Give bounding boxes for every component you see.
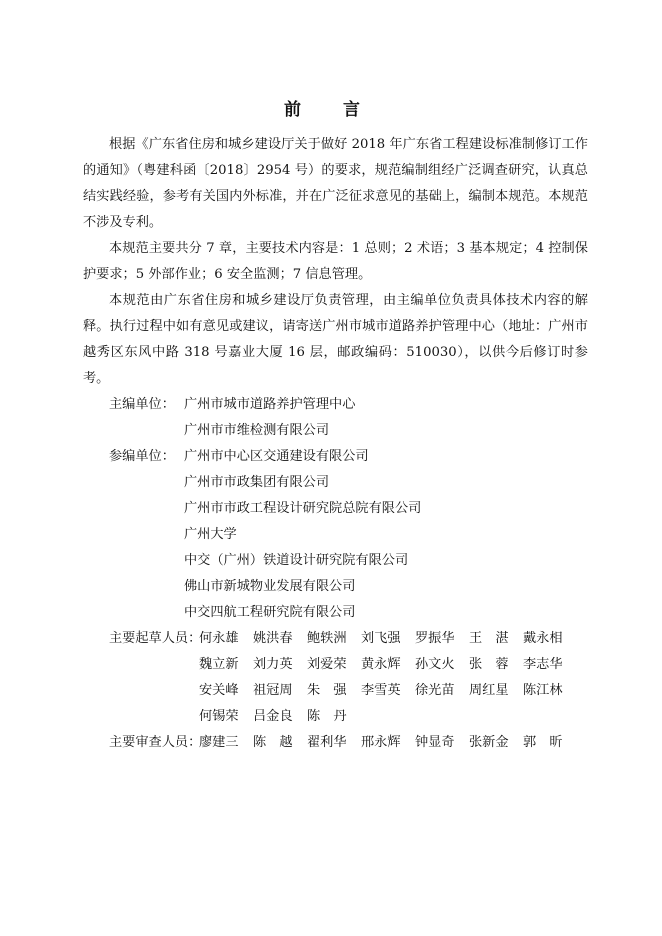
participating-units-label: 参编单位：: [109, 449, 175, 464]
participating-unit: 中交（广州）铁道设计研究院有限公司: [184, 553, 409, 568]
drafter-name: 孙文火: [415, 657, 455, 672]
drafter-name: 姚洪春: [253, 631, 293, 646]
reviewer-name: 翟利华: [307, 735, 347, 750]
drafter-name: 李志华: [523, 657, 563, 672]
chief-unit: 广州市市维检测有限公司: [184, 423, 330, 438]
reviewer-name: 陈 越: [253, 735, 293, 750]
chief-unit: 广州市城市道路养护管理中心: [184, 397, 356, 412]
drafters-block: [83, 626, 588, 730]
drafter-name: 周红星: [469, 683, 509, 698]
chief-units-label: 主编单位：: [109, 397, 175, 412]
drafter-name: 黄永辉: [361, 657, 401, 672]
drafter-name: 陈江林: [523, 683, 563, 698]
page-title: 前 言: [284, 100, 378, 120]
participating-units-block: [83, 444, 588, 626]
drafter-name: 朱 强: [307, 683, 347, 698]
paragraph-basis: 根据《广东省住房和城乡建设厅关于做好 2018 年广东省工程建设标准制修订工作的通知》（粤建科函〔2018〕2954 号）的要求，规范编制组经广泛调查研究，认真总结实践经验，参考有关国内外标准，并在广泛征求意见的基础上，编制本规范。本规范不涉及专利。: [83, 137, 588, 230]
reviewer-name: 张新金: [469, 735, 509, 750]
participating-unit: 广州市市政工程设计研究院总院有限公司: [184, 501, 422, 516]
participating-unit: 广州市中心区交通建设有限公司: [184, 449, 369, 464]
drafter-name: 刘飞强: [361, 631, 401, 646]
drafter-name: 李雪英: [361, 683, 401, 698]
drafter-name: 何锡荣: [199, 709, 239, 724]
drafter-name: 戴永相: [523, 631, 563, 646]
participating-unit: 中交四航工程研究院有限公司: [184, 605, 356, 620]
reviewers-block: [83, 730, 588, 756]
drafter-name: 刘爱荣: [307, 657, 347, 672]
drafter-name: 刘力英: [253, 657, 293, 672]
drafter-name: 何永雄: [199, 631, 239, 646]
reviewer-name: 邢永辉: [361, 735, 401, 750]
drafter-name: 祖冠周: [253, 683, 293, 698]
drafter-name: 罗振华: [415, 631, 455, 646]
preface-body: [83, 132, 588, 756]
drafter-name: 王 湛: [469, 631, 509, 646]
paragraph-contents: 本规范主要共分 7 章，主要技术内容是：1 总则；2 术语；3 基本规定；4 控制保护要求；5 外部作业；6 安全监测；7 信息管理。: [83, 241, 588, 282]
participating-unit: 广州市市政集团有限公司: [184, 475, 330, 490]
drafter-name: 魏立新: [199, 657, 239, 672]
reviewer-name: 郭 昕: [523, 735, 563, 750]
drafter-name: 安关峰: [199, 683, 239, 698]
paragraph-management: 本规范由广东省住房和城乡建设厅负责管理，由主编单位负责具体技术内容的解释。执行过程中如有意见或建议，请寄送广州市城市道路养护管理中心（地址：广州市越秀区东风中路 318 号嘉业大厦 16 层，邮政编码：510030），以供今后修订时参考。: [83, 293, 588, 386]
drafter-name: 吕金良: [253, 709, 293, 724]
participating-unit: 佛山市新城物业发展有限公司: [184, 579, 356, 594]
drafter-name: 徐光苗: [415, 683, 455, 698]
drafter-name: 鲍轶洲: [307, 631, 347, 646]
chief-units-block: [83, 392, 588, 444]
reviewer-name: 廖建三: [199, 735, 239, 750]
reviewers-label: 主要审查人员：: [109, 735, 202, 750]
drafter-name: 陈 丹: [307, 709, 347, 724]
participating-unit: 广州大学: [184, 527, 237, 542]
drafters-label: 主要起草人员：: [109, 631, 202, 646]
reviewer-name: 钟显奇: [415, 735, 455, 750]
drafter-name: 张 蓉: [469, 657, 509, 672]
